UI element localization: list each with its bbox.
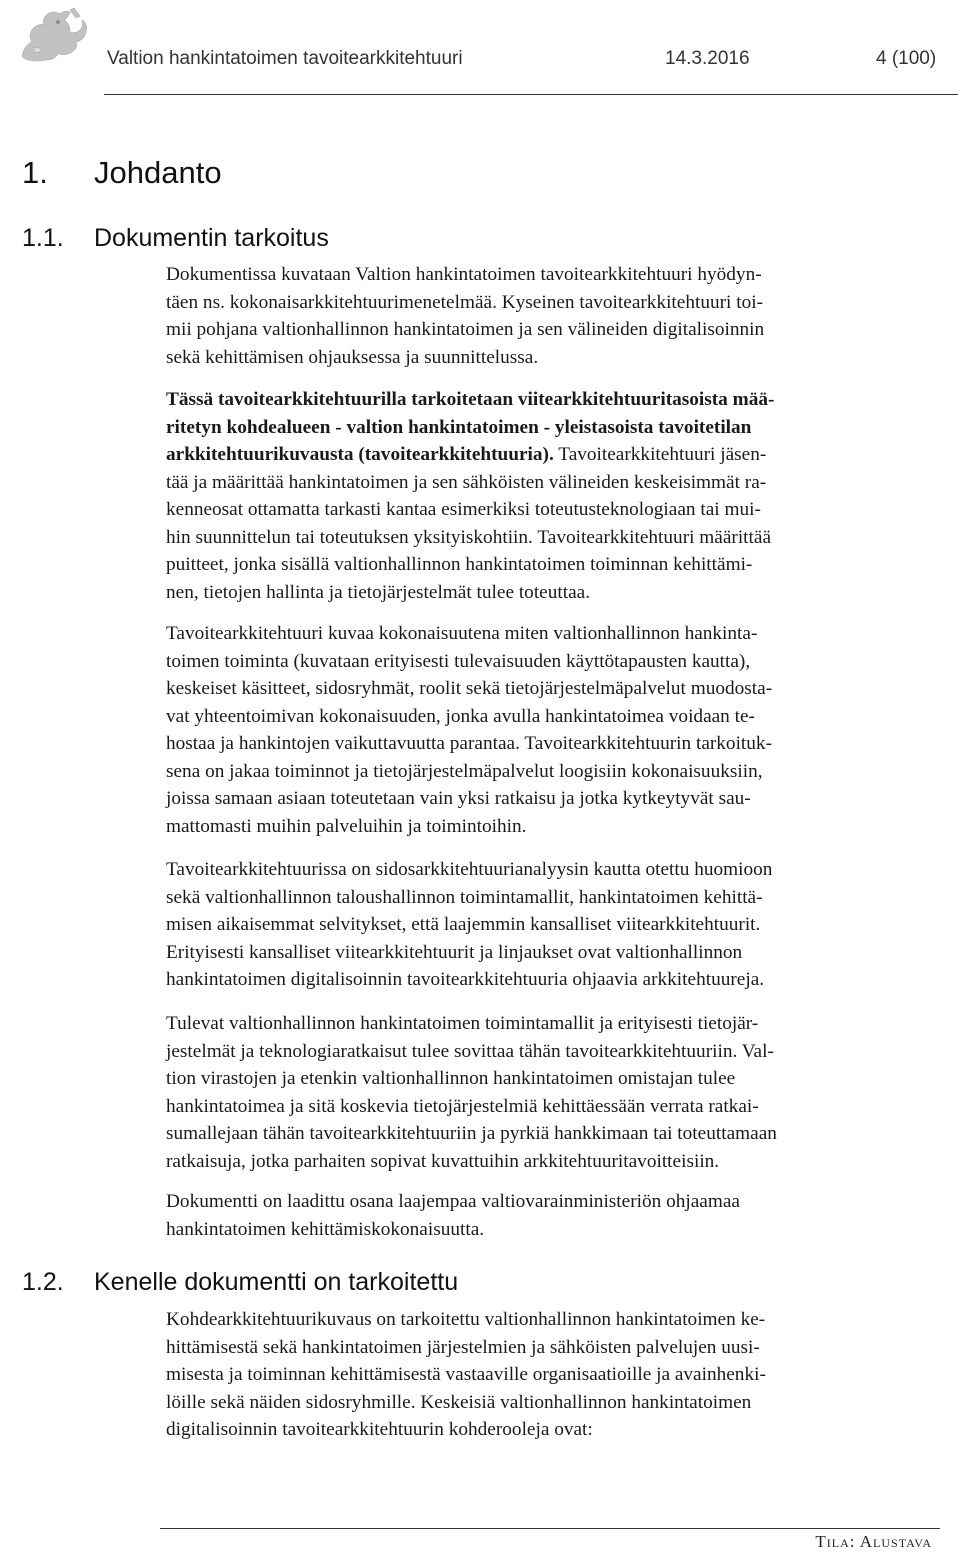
header-page-number: 4 (100)	[876, 48, 937, 69]
header-divider	[104, 94, 958, 95]
paragraph-dependency-analysis: Tavoitearkkitehtuurissa on sidosarkkitehtuurianalyysin kautta otettu huomioon sekä valtionhallinnon taloushallinnon toimintamallit, hankintatoimen kehittä- misen aikaisemmat selvitykset, että laajemmin kansalliset viitearkkitehtuurit. Erityisesti kansalliset viitearkkitehtuurit ja linjaukset ovat valtionhallinnon hankintatoimen digitalisoinnin tavoitearkkitehtuuria ohjaavia arkkitehtuureja.	[166, 859, 773, 990]
paragraph-audience: Kohdearkkitehtuurikuvaus on tarkoitettu valtionhallinnon hankintatoimen ke- hittämisestä sekä hankintatoimen järjestelmien ja sähköisten palvelujen uusi- misesta ja toiminnan kehittämisestä vastaaville organisaatioille ja avainhenki- löille sekä näiden sidosryhmille. Keskeisiä valtionhallinnon hankintatoimen digitalisoinnin tavoitearkkitehtuurin kohderooleja ovat:	[166, 1309, 766, 1440]
section-heading-1-1: 1.1. Dokumentin tarkoitus	[22, 224, 329, 252]
section-heading-1: 1. Johdanto	[22, 155, 222, 190]
paragraph-target-architecture: Tavoitearkkitehtuuri kuvaa kokonaisuutena miten valtionhallinnon hankinta- toimen toiminta (kuvataan erityisesti tulevaisuuden käyttötapausten kautta), keskeiset käsitteet, sidosryhmät, roolit sekä tietojärjestelmäpalvelut muodosta- vat yhteentoimivan kokonaisuuden, jonka avulla hankintatoimea voidaan te- hostaa ja hankintojen vaikuttavuutta parantaa. Tavoitearkkitehtuurin tarkoituk- sena on jakaa toiminnot ja tietojärjestelmäpalvelut loogisiin kokonaisuuksiin, joissa samaan asiaan toteutetaan vain yksi ratkaisu ja jotka kytkeytyvät sau- mattomasti muihin palveluihin ja toimintoihin.	[166, 623, 773, 837]
paragraph-future-models: Tulevat valtionhallinnon hankintatoimen toimintamallit ja erityisesti tietojär- jestelmät ja teknologiaratkaisut tulee sovittaa tähän tavoitearkkitehtuuriin. Val- tion virastojen ja etenkin valtionhallinnon hankintatoimen omistajan tulee hankintatoimea ja sitä koskevia tietojärjestelmiä kehittäessään verrata ratkai- sumallejaan tähän tavoitearkkitehtuuriin ja pyrkiä hankkimaan tai toteuttamaan ratkaisuja, jotka parhaiten sopivat kuvattuihin arkkitehtuuritavoitteisiin.	[166, 1013, 777, 1172]
paragraph-document-context: Dokumentti on laadittu osana laajempaa valtiovarainministeriön ohjaamaa hankintatoimen kehittämiskokonaisuutta.	[166, 1191, 740, 1240]
header-date: 14.3.2016	[665, 48, 750, 69]
header-document-title: Valtion hankintatoimen tavoitearkkitehtuuri	[107, 48, 463, 69]
section-heading-1-2: 1.2. Kenelle dokumentti on tarkoitettu	[22, 1268, 459, 1296]
footer-status: Tila: Alustava	[815, 1532, 932, 1551]
footer-divider	[160, 1528, 940, 1529]
paragraph-purpose-intro: Dokumentissa kuvataan Valtion hankintatoimen tavoitearkkitehtuuri hyödyn- täen ns. kokonaisarkkitehtuurimenetelmää. Kyseinen tavoitearkkitehtuuri toi- mii pohjana valtionhallinnon hankintatoimen ja sen välineiden digitalisoinnin sekä kehittämisen ohjauksessa ja suunnittelussa.	[166, 264, 765, 368]
coat-of-arms-lion-icon	[14, 2, 92, 64]
paragraph-definition: Tässä tavoitearkkitehtuurilla tarkoitetaan viitearkkitehtuuritasoista mää- ritetyn kohdealueen - valtion hankintatoimen - yleistasoista tavoitetilan arkkitehtuurikuvausta (tavoitearkkitehtuuria). Tavoitearkkitehtuuri jäsen- tää ja määrittää hankintatoimen ja sen sähköisten välineiden keskeisimmät ra- kenneosat ottamatta tarkasti kantaa esimerkiksi toteutusteknologiaan tai mui- hin suunnittelun tai toteutuksen yksityiskohtiin. Tavoitearkkitehtuuri määrittää puitteet, jonka sisällä valtionhallinnon hankintatoimen toiminnan kehittämi- nen, tietojen hallinta ja tietojärjestelmät tulee toteuttaa.	[166, 389, 775, 603]
